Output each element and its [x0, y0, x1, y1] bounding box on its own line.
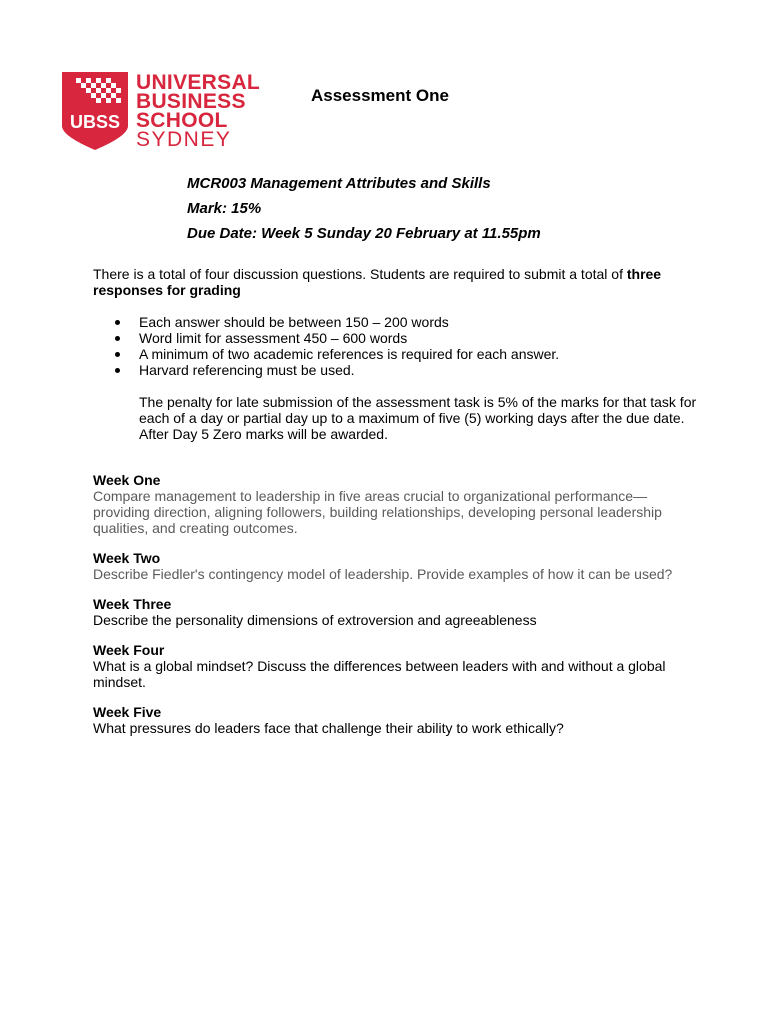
logo-line-1: UNIVERSAL — [136, 71, 261, 94]
week-section — [93, 472, 693, 536]
requirements-list — [93, 314, 693, 378]
bullet-icon — [115, 368, 120, 373]
course-code: MCR003 Management Attributes and Skills — [187, 175, 491, 192]
assessment-meta — [187, 175, 541, 250]
due-date: Due Date: Week 5 Sunday 20 February at 11.55pm — [187, 225, 541, 242]
intro-text: There is a total of four discussion questions. Students are required to submit a total of — [93, 266, 627, 282]
week-question: Describe the personality dimensions of extroversion and agreeableness — [93, 612, 537, 628]
intro-emphasis: three responses for grading — [93, 266, 662, 298]
list-item — [139, 346, 693, 362]
bullet-icon — [115, 352, 120, 357]
shield-text: UBSS — [69, 112, 121, 132]
list-item-text: A minimum of two academic references is required for each answer. — [139, 346, 560, 362]
week-question: What is a global mindset? Discuss the differences between leaders with and without a global mindset. — [93, 658, 666, 690]
assessment-body — [93, 266, 697, 750]
week-section — [93, 642, 693, 690]
list-item — [139, 330, 693, 346]
logo-line-2: BUSINESS — [136, 90, 246, 113]
logo-line-3: SCHOOL — [136, 109, 228, 132]
week-heading: Week One — [93, 472, 161, 488]
page-title: Assessment One — [311, 86, 449, 105]
week-question: Compare management to leadership in five areas crucial to organizational performance— providing direction, aligning followers, building relationships, developing personal leadership qualities, and creating outcomes. — [93, 488, 662, 536]
week-heading: Week Five — [93, 704, 162, 720]
mark-weight: Mark: 15% — [187, 200, 262, 217]
logo-wordmark — [136, 73, 260, 149]
week-question: Describe Fiedler's contingency model of leadership. Provide examples of how it can be used? — [93, 566, 673, 582]
bullet-icon — [115, 320, 120, 325]
week-heading: Week Two — [93, 550, 161, 566]
late-penalty-paragraph: The penalty for late submission of the assessment task is 5% of the marks for that task for each of a day or partial day up to a maximum of five (5) working days after the due date. After Day 5 Zero marks will be awarded. — [139, 394, 697, 442]
ubss-shield-icon — [62, 72, 128, 150]
week-heading: Week Three — [93, 596, 172, 612]
list-item-text: Harvard referencing must be used. — [139, 362, 355, 378]
list-item-text: Word limit for assessment 450 – 600 words — [139, 330, 408, 346]
week-section — [93, 596, 693, 628]
list-item — [139, 362, 693, 378]
week-section — [93, 704, 693, 736]
intro-paragraph — [93, 266, 693, 298]
week-question: What pressures do leaders face that challenge their ability to work ethically? — [93, 720, 564, 736]
list-item — [139, 314, 693, 330]
week-heading: Week Four — [93, 642, 165, 658]
weekly-questions — [93, 472, 693, 736]
logo-line-4: SYDNEY — [136, 128, 232, 151]
list-item-text: Each answer should be between 150 – 200 words — [139, 314, 449, 330]
bullet-icon — [115, 336, 120, 341]
week-section — [93, 550, 693, 582]
ubss-logo — [62, 72, 262, 152]
